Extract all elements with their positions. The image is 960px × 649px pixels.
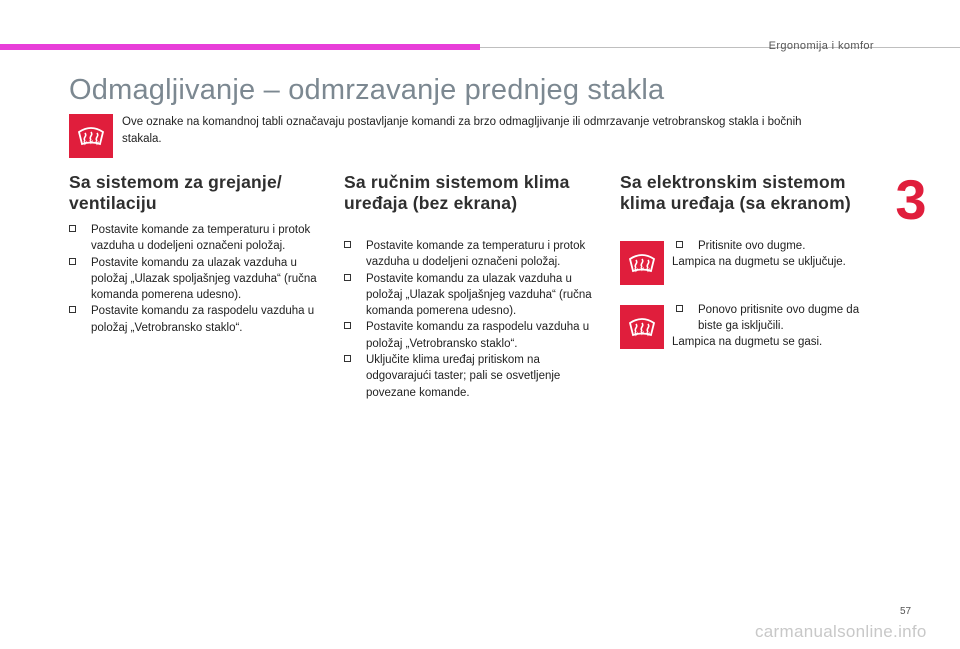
page-title: Odmagljivanje – odmrzavanje prednjeg stakla <box>69 74 665 106</box>
windscreen-defrost-icon <box>69 114 113 158</box>
list-item: Postavite komandu za ulazak vazduha u položaj „Ulazak spoljašnjeg vazduha“ (ručna komanda pomerena udesno). <box>344 271 606 320</box>
heading-electronic-ac: Sa elektronskim sistemom klima uređaja (sa ekranom) <box>620 172 851 213</box>
steps-manual-ac <box>344 238 606 401</box>
note-defrost-on <box>672 238 872 254</box>
checkbox-bullet-icon <box>344 355 351 362</box>
list-item: Postavite komande za temperaturu i protok vazduha u dodeljeni označeni položaj. <box>344 238 606 271</box>
checkbox-bullet-icon <box>344 274 351 281</box>
windscreen-defrost-icon <box>627 248 657 278</box>
note-defrost-on-result: Lampica na dugmetu se uključuje. <box>672 256 846 268</box>
section-title: Ergonomija i komfor <box>768 40 874 52</box>
header-rule <box>480 47 960 48</box>
windscreen-defrost-icon-glyph <box>76 121 106 151</box>
checkbox-bullet-icon <box>676 241 683 248</box>
windscreen-defrost-icon <box>627 312 657 342</box>
checkbox-bullet-icon <box>344 241 351 248</box>
defrost-button-on-icon <box>620 241 664 285</box>
checkbox-bullet-icon <box>676 305 683 312</box>
watermark: carmanualsonline.info <box>755 622 927 641</box>
heading-heating-ventilation: Sa sistemom za grejanje/ ventilaciju <box>69 172 282 213</box>
list-item: Ponovo pritisnite ovo dugme da biste ga isključili. <box>676 302 872 335</box>
list-item: Postavite komande za temperaturu i protok vazduha u dodeljeni označeni položaj. <box>69 222 331 255</box>
chapter-number: 3 <box>895 168 927 231</box>
list-item: Uključite klima uređaj pritiskom na odgovarajući taster; pali se osvetljenje povezane komande. <box>344 352 606 401</box>
intro-text: Ove oznake na komandnoj tabli označavaju postavljanje komandi za brzo odmagljivanje ili odmrzavanje vetrobranskog stakla i bočnih stakala. <box>122 116 802 145</box>
checkbox-bullet-icon <box>344 322 351 329</box>
note-defrost-off-result: Lampica na dugmetu se gasi. <box>672 336 823 348</box>
page-number: 57 <box>900 606 912 617</box>
note-defrost-off <box>672 302 872 335</box>
list-item: Postavite komandu za ulazak vazduha u položaj „Ulazak spoljašnjeg vazduha“ (ručna komanda pomerena udesno). <box>69 255 331 304</box>
defrost-button-off-icon <box>620 305 664 349</box>
accent-bar <box>0 44 480 50</box>
steps-heating <box>69 222 331 336</box>
heading-manual-ac: Sa ručnim sistemom klima uređaja (bez ekrana) <box>344 172 570 213</box>
checkbox-bullet-icon <box>69 258 76 265</box>
checkbox-bullet-icon <box>69 225 76 232</box>
list-item: Postavite komandu za raspodelu vazduha u položaj „Vetrobransko staklo“. <box>69 303 331 336</box>
checkbox-bullet-icon <box>69 306 76 313</box>
list-item: Pritisnite ovo dugme. <box>676 238 872 254</box>
list-item: Postavite komandu za raspodelu vazduha u položaj „Vetrobransko staklo“. <box>344 319 606 352</box>
